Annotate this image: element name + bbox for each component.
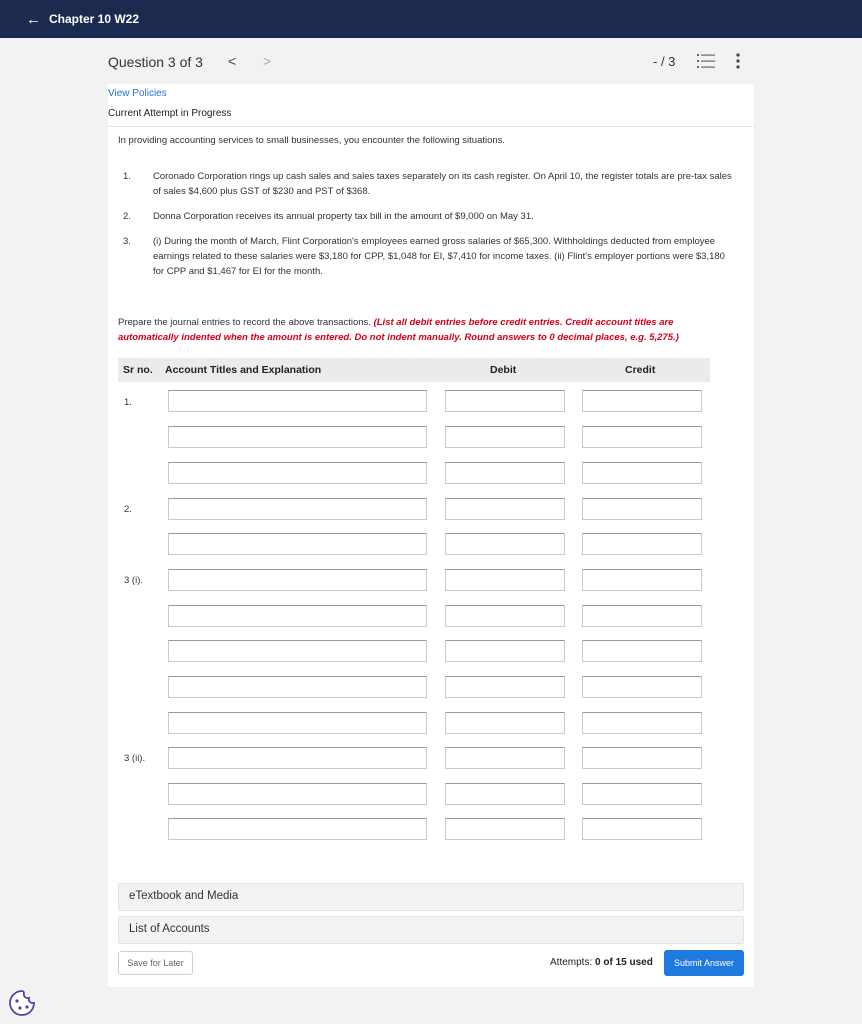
debit-input[interactable] <box>445 498 565 520</box>
debit-input[interactable] <box>445 747 565 769</box>
account-title-input[interactable] <box>168 676 427 698</box>
question-counter: Question 3 of 3 <box>108 54 203 70</box>
arrow-left-icon[interactable]: ← <box>26 10 41 28</box>
situation-text: Donna Corporation receives its annual property tax bill in the amount of $9,000 on May 31. <box>153 211 534 222</box>
account-title-input[interactable] <box>168 533 427 555</box>
credit-input[interactable] <box>582 569 702 591</box>
attempt-status: Current Attempt in Progress <box>108 108 232 119</box>
debit-input[interactable] <box>445 390 565 412</box>
cookie-icon[interactable] <box>8 989 36 1017</box>
attempts-value: 0 of 15 used <box>595 957 653 968</box>
assignment-title[interactable]: Chapter 10 W22 <box>49 12 140 26</box>
debit-input[interactable] <box>445 426 565 448</box>
account-title-input[interactable] <box>168 783 427 805</box>
srno-label: 3 (ii). <box>124 753 146 764</box>
divider <box>108 126 754 127</box>
top-bar <box>0 0 862 38</box>
attempts-counter <box>550 957 653 968</box>
debit-input[interactable] <box>445 462 565 484</box>
situation-number: 2. <box>123 211 131 222</box>
debit-input[interactable] <box>445 569 565 591</box>
list-icon[interactable] <box>697 52 715 70</box>
instructions <box>118 315 718 345</box>
debit-input[interactable] <box>445 533 565 555</box>
account-title-input[interactable] <box>168 818 427 840</box>
account-title-input[interactable] <box>168 390 427 412</box>
credit-input[interactable] <box>582 426 702 448</box>
credit-input[interactable] <box>582 783 702 805</box>
question-header <box>108 50 754 74</box>
credit-input[interactable] <box>582 462 702 484</box>
account-title-input[interactable] <box>168 605 427 627</box>
account-title-input[interactable] <box>168 498 427 520</box>
situation-number: 3. <box>123 236 131 247</box>
header-account: Account Titles and Explanation <box>165 364 322 376</box>
account-title-input[interactable] <box>168 426 427 448</box>
credit-input[interactable] <box>582 747 702 769</box>
attempts-label: Attempts: <box>550 957 596 968</box>
debit-input[interactable] <box>445 640 565 662</box>
save-for-later-button[interactable]: Save for Later <box>118 951 193 975</box>
question-score: - / 3 <box>653 54 676 69</box>
credit-input[interactable] <box>582 640 702 662</box>
credit-input[interactable] <box>582 390 702 412</box>
next-question-button[interactable]: > <box>263 53 272 69</box>
list-of-accounts-link[interactable]: List of Accounts <box>118 916 744 944</box>
more-vertical-icon[interactable] <box>732 52 744 70</box>
situation-text: (i) During the month of March, Flint Corporation's employees earned gross salaries of $65,300. Withholdings deducted from employee earnings related to these salaries were $3,180 for CPP, $1,048 for EI, $7,410 for income taxes. (ii) Flint's employer portions were $3,180 for CPP and $1,467 for EI for the month. <box>153 236 725 277</box>
previous-question-button[interactable]: < <box>228 53 237 69</box>
debit-input[interactable] <box>445 605 565 627</box>
header-srno: Sr no. <box>123 364 153 376</box>
credit-input[interactable] <box>582 712 702 734</box>
debit-input[interactable] <box>445 676 565 698</box>
debit-input[interactable] <box>445 712 565 734</box>
submit-answer-button[interactable]: Submit Answer <box>664 950 744 976</box>
header-debit: Debit <box>490 364 517 376</box>
account-title-input[interactable] <box>168 712 427 734</box>
problem-intro: In providing accounting services to small businesses, you encounter the following situations. <box>118 135 506 146</box>
header-credit: Credit <box>625 364 656 376</box>
instructions-text: Prepare the journal entries to record the above transactions. <box>118 317 374 328</box>
credit-input[interactable] <box>582 605 702 627</box>
account-title-input[interactable] <box>168 462 427 484</box>
account-title-input[interactable] <box>168 569 427 591</box>
etextbook-media-link[interactable]: eTextbook and Media <box>118 883 744 911</box>
srno-label: 1. <box>124 397 132 408</box>
credit-input[interactable] <box>582 818 702 840</box>
credit-input[interactable] <box>582 498 702 520</box>
view-policies-link[interactable]: View Policies <box>108 88 167 99</box>
question-panel <box>108 84 754 987</box>
srno-label: 2. <box>124 504 132 515</box>
srno-label: 3 (i). <box>124 575 143 586</box>
credit-input[interactable] <box>582 676 702 698</box>
situation-text: Coronado Corporation rings up cash sales and sales taxes separately on its cash register. On April 10, the register totals are pre-tax sales of sales $4,600 plus GST of $230 and PST of $368. <box>153 171 732 197</box>
debit-input[interactable] <box>445 783 565 805</box>
account-title-input[interactable] <box>168 747 427 769</box>
account-title-input[interactable] <box>168 640 427 662</box>
situation-number: 1. <box>123 171 131 182</box>
credit-input[interactable] <box>582 533 702 555</box>
debit-input[interactable] <box>445 818 565 840</box>
journal-table-header <box>118 358 710 382</box>
instructions-note: (List all debit entries before credit entries. Credit account titles are automatically indented when the amount is entered. Do not indent manually. Round answers to 0 decimal places, e.g. 5,275.) <box>118 317 679 343</box>
